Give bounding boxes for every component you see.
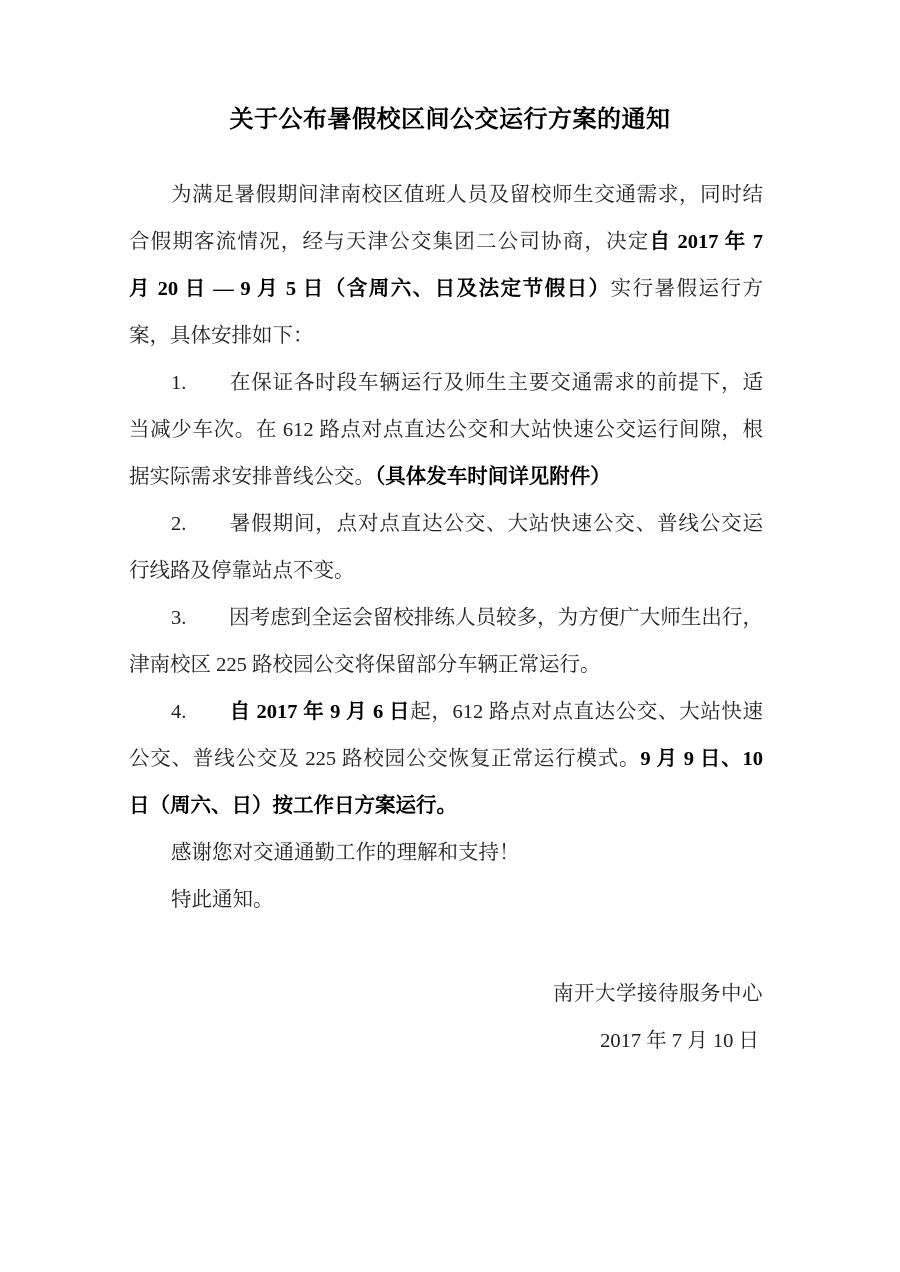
- item-number: 4.: [171, 701, 187, 723]
- notice-line: [129, 877, 763, 924]
- notice-paragraph: [129, 172, 763, 360]
- notice-paragraph: [129, 501, 763, 595]
- text-segment: 公交、普线公交及 225 路校园公交恢复正常运行模式。: [129, 748, 641, 770]
- item-number: 1.: [171, 372, 187, 394]
- notice-line: [129, 407, 763, 454]
- text-segment: 当减少车次。在 612 路点对点直达公交和大站快速公交运行间隙，根: [129, 419, 763, 441]
- text-segment: 据实际需求安排普线公交。: [129, 466, 375, 488]
- notice-paragraph: [129, 595, 763, 689]
- text-segment: 合假期客流情况，经与天津公交集团二公司协商，决定: [129, 231, 650, 253]
- notice-line: [129, 830, 763, 877]
- text-segment: 9 月 9 日、10: [640, 748, 764, 770]
- text-segment: 为满足暑假期间津南校区值班人员及留校师生交通需求，同时结: [171, 184, 763, 206]
- notice-paragraph: [129, 360, 763, 501]
- notice-line: [129, 313, 763, 360]
- text-segment: 自 2017 年 7: [649, 231, 764, 253]
- signature-block: [129, 971, 763, 1065]
- notice-paragraph: [129, 877, 763, 924]
- text-segment: 自 2017 年 9 月 6 日: [229, 701, 411, 723]
- text-segment: 实行暑假运行方: [610, 278, 764, 300]
- text-segment: 津南校区 225 路校园公交将保留部分车辆正常运行。: [129, 654, 601, 676]
- notice-paragraph: [129, 689, 763, 830]
- notice-line: [129, 266, 763, 313]
- notice-line: [129, 595, 763, 642]
- notice-line: [129, 454, 763, 501]
- notice-title: 关于公布暑假校区间公交运行方案的通知: [229, 107, 671, 133]
- text-segment: 月 20 日 — 9 月 5 日（含周六、日及法定节假日）: [129, 278, 611, 300]
- notice-line: [129, 689, 763, 736]
- notice-line: [129, 360, 763, 407]
- text-segment: 感谢您对交通通勤工作的理解和支持！: [171, 842, 520, 864]
- text-segment: 在保证各时段车辆运行及师生主要交通需求的前提下，适: [229, 372, 763, 394]
- notice-paragraph: [129, 830, 763, 877]
- notice-line: [129, 642, 763, 689]
- text-segment: 日（周六、日）按工作日方案运行。: [129, 795, 457, 817]
- text-segment: 暑假期间，点对点直达公交、大站快速公交、普线公交运: [229, 513, 763, 535]
- text-segment: 特此通知。: [171, 889, 274, 911]
- text-segment: 案，具体安排如下：: [129, 325, 314, 347]
- notice-body: [129, 172, 763, 1065]
- notice-line: [129, 219, 763, 266]
- date: 2017 年 7 月 10 日: [600, 1030, 759, 1052]
- item-number: 3.: [171, 607, 187, 629]
- text-segment: 行线路及停靠站点不变。: [129, 560, 355, 582]
- notice-line: [129, 172, 763, 219]
- notice-line: [129, 783, 763, 830]
- text-segment: 起，612 路点对点直达公交、大站快速: [410, 701, 764, 723]
- notice-line: [129, 736, 763, 783]
- notice-line: [129, 548, 763, 595]
- item-number: 2.: [171, 513, 187, 535]
- notice-line: [129, 501, 763, 548]
- text-segment: （具体发车时间详见附件）: [375, 466, 611, 488]
- signature: 南开大学接待服务中心: [553, 983, 763, 1005]
- notice-paragraphs: [129, 172, 763, 924]
- text-segment: 因考虑到全运会留校排练人员较多，为方便广大师生出行，: [229, 607, 763, 629]
